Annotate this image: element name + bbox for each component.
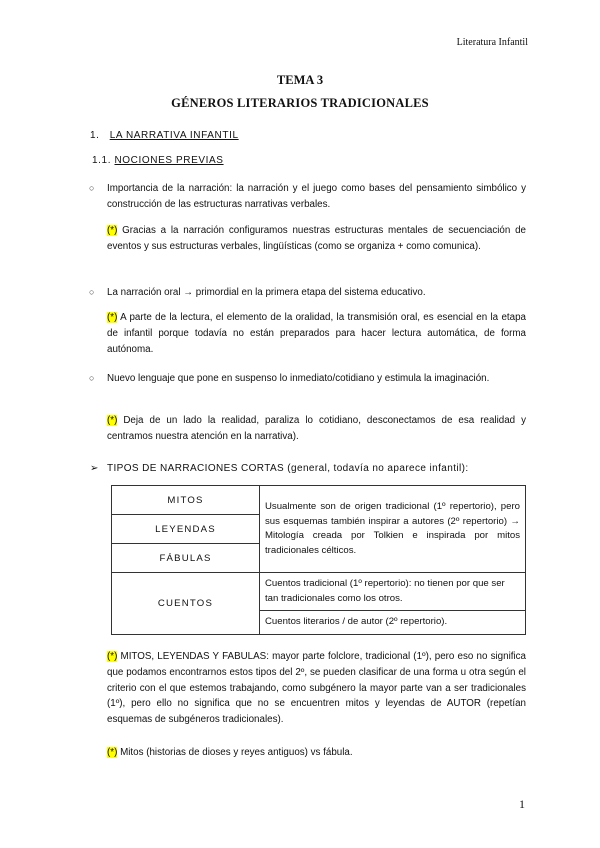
asterisk-marker: (*) [107, 415, 118, 426]
bullet-importancia: Importancia de la narración: la narración y el juego como bases del pensamiento simbólico y construcción de las estructuras narrativas verbales. [107, 183, 526, 210]
page-title: TEMA 3 [276, 73, 324, 87]
running-header: Literatura Infantil [456, 37, 528, 48]
section-1-label: LA NARRATIVA INFANTIL [109, 130, 239, 141]
section-1-number: 1. [90, 130, 100, 141]
circle-bullet-icon: ○ [89, 287, 95, 297]
cell-group-desc: Usualmente son de origen tradicional (1º repertorio), pero sus esquemas también inspirar a autores (2º repertorio) → Mitología creada por Tolkien e inspirada por mitos tradicionales célticos. [260, 486, 526, 573]
note-mitos-fabula [107, 745, 526, 761]
note-lectura-text: A parte de la lectura, el elemento de la oralidad, la transmisión oral, es esencial en la etapa de infantil porque todavía no están preparados para hacer lectura automática, de forma autónoma. [107, 312, 526, 355]
note-lectura [107, 310, 526, 357]
cell-leyendas: LEYENDAS [112, 515, 260, 544]
note-mitos-leyendas [107, 649, 526, 728]
circle-bullet-icon: ○ [89, 373, 95, 383]
note-realidad-text: Deja de un lado la realidad, paraliza lo cotidiano, desconectamos de esa realidad y centramos nuestra atención en la narrativa). [107, 415, 526, 442]
section-1-1-number: 1.1. [92, 155, 112, 166]
note-mitos-leyendas-text: MITOS, LEYENDAS Y FABULAS: mayor parte folclore, tradicional (1º), pero eso no significa que podamos encontrarnos estos tipos del 2º, se pueden clasificar de una forma u otra según el criterio con el que estemos trabajando, como subgénero la mayor parte van a ser tradicionales (1º), pero ello no significa que no se encuentren mitos y leyendas de AUTOR (repetían esquemas de subgéneros tradicionales). [107, 651, 526, 726]
cell-cuentos-tradicional: Cuentos tradicional (1º repertorio): no tienen por que ser tan tradicionales como los otros. [260, 573, 526, 611]
arrow-bullet-icon: ➢ [90, 463, 99, 474]
note-gracias-text: Gracias a la narración configuramos nuestras estructuras mentales de secuenciación de eventos y sus estructuras verbales, lingüísticas (como se organiza + como comunica). [107, 225, 526, 252]
cell-cuentos-literarios: Cuentos literarios / de autor (2º repertorio). [260, 611, 526, 635]
circle-bullet-icon: ○ [89, 183, 95, 193]
table-row [112, 573, 526, 611]
page-number: 1 [519, 797, 525, 811]
section-1-1-label: NOCIONES PREVIAS [114, 155, 224, 166]
note-gracias [107, 223, 526, 255]
asterisk-marker: (*) [107, 747, 118, 758]
bullet-narracion-oral: La narración oral → primordial en la primera etapa del sistema educativo. [107, 287, 426, 298]
asterisk-marker: (*) [107, 225, 118, 236]
asterisk-marker: (*) [107, 312, 118, 323]
section-1-heading [90, 130, 239, 141]
cell-fabulas: FÁBULAS [112, 544, 260, 573]
genres-table [111, 485, 526, 635]
page-subtitle: GÉNEROS LITERARIOS TRADICIONALES [171, 96, 429, 110]
cell-mitos: MITOS [112, 486, 260, 515]
table-row [112, 486, 526, 515]
note-realidad [107, 413, 526, 445]
cell-cuentos: CUENTOS [112, 573, 260, 635]
tipos-heading: TIPOS DE NARRACIONES CORTAS (general, todavía no aparece infantil): [107, 463, 469, 474]
section-1-1-heading [92, 155, 224, 166]
note-mitos-fabula-text: Mitos (historias de dioses y reyes antiguos) vs fábula. [120, 747, 353, 758]
asterisk-marker: (*) [107, 651, 118, 662]
bullet-nuevo-lenguaje: Nuevo lenguaje que pone en suspenso lo inmediato/cotidiano y estimula la imaginación. [107, 373, 490, 384]
